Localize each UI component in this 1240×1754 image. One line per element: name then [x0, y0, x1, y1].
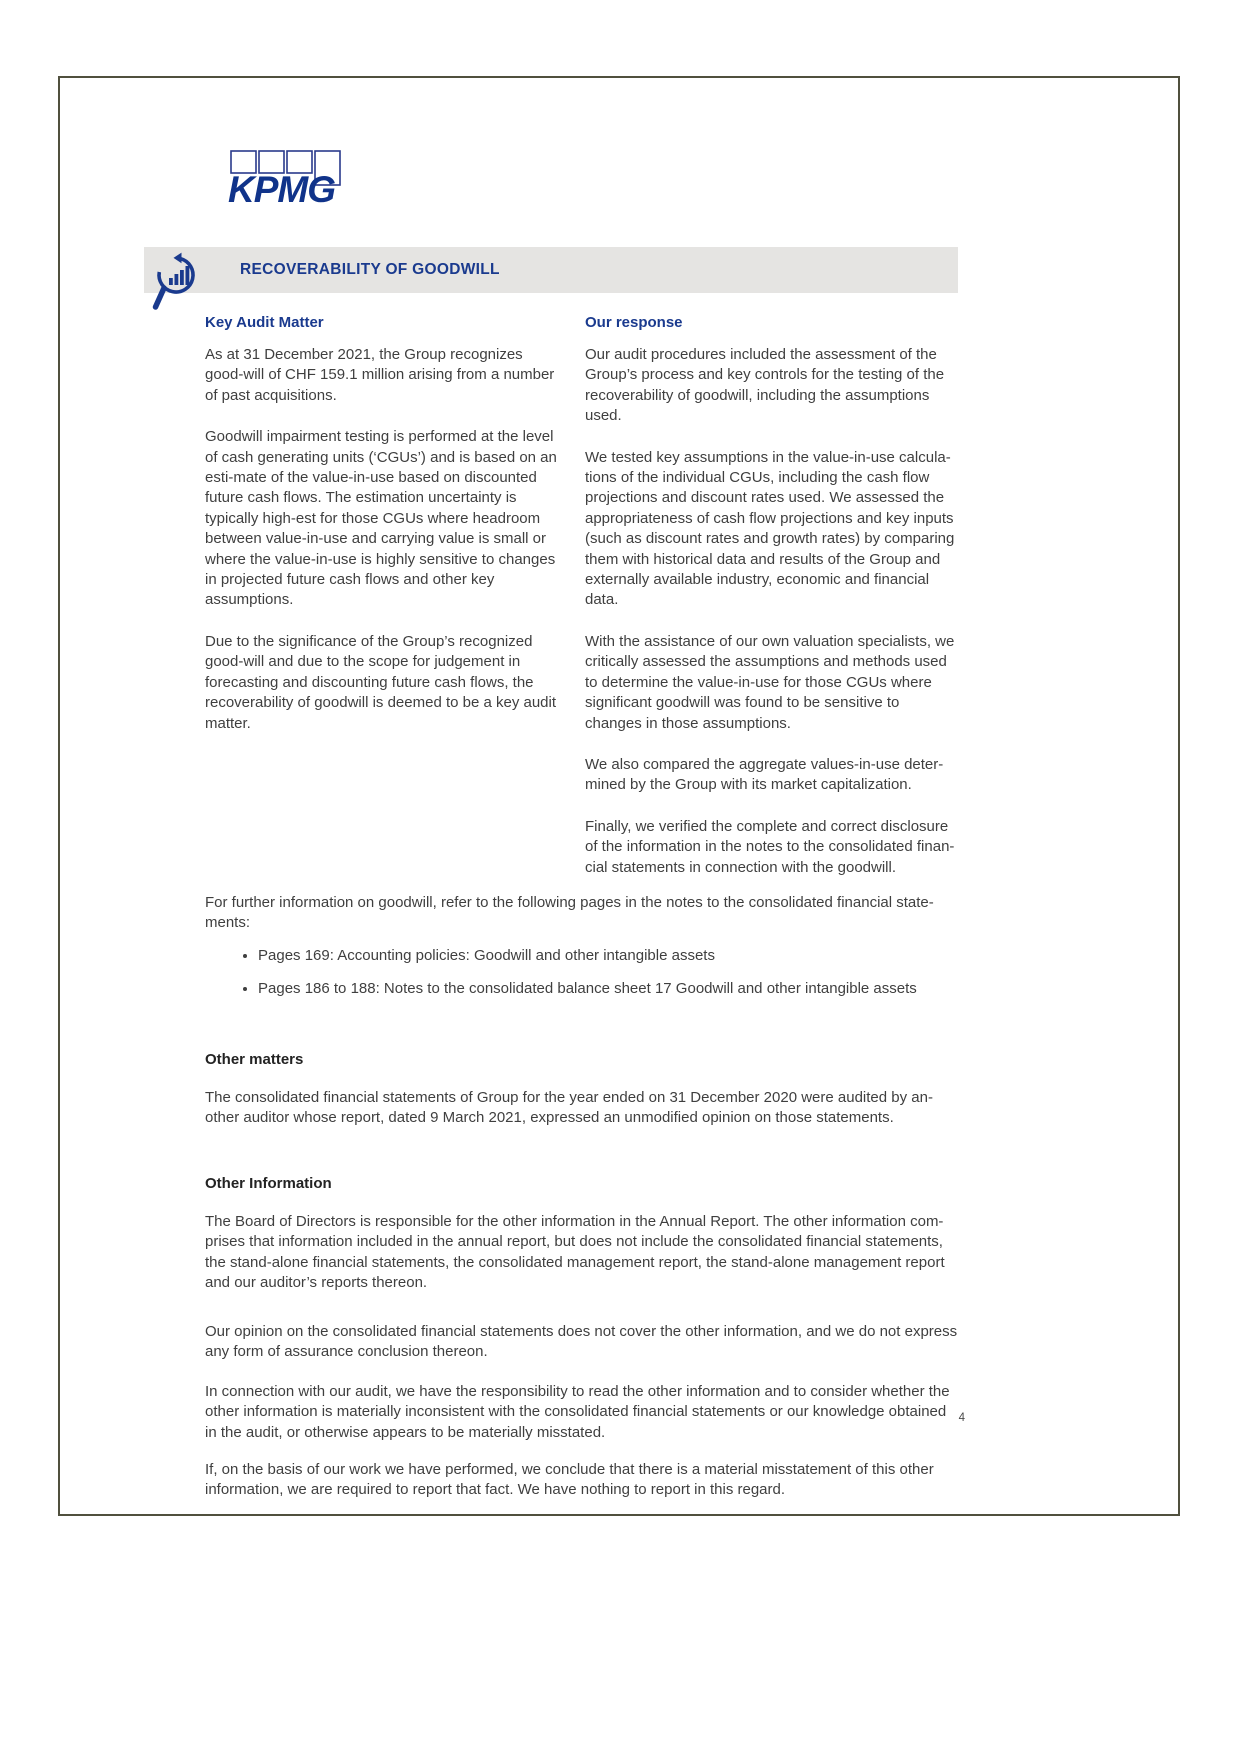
other-matters-heading: Other matters — [205, 1051, 304, 1068]
list-item: • Pages 186 to 188: Notes to the consolidated balance sheet 17 Goodwill and other intangible assets — [258, 979, 978, 999]
our-response-column — [585, 313, 957, 899]
further-info-intro: For further information on goodwill, refer to the following pages in the notes to the consolidated financial state-ments: — [205, 894, 934, 932]
paragraph: We also compared the aggregate values-in-use deter-mined by the Group with its market capitalization. — [585, 755, 944, 794]
other-information-heading: Other Information — [205, 1175, 332, 1192]
our-response-heading: Our response — [585, 314, 683, 331]
other-information-paragraph: The Board of Directors is responsible for the other information in the Annual Report. The other information com-prises that information included in the annual report, but does not include the consolidated financial statements, the stand-alone financial statements, the consolidated management report, the stand-alone management report and our auditor’s reports thereon. — [205, 1213, 945, 1292]
paragraph: Finally, we verified the complete and correct disclosure of the information in the notes to the consolidated finan-cial statements in connection with the goodwill. — [585, 817, 955, 876]
other-matters-paragraph: The consolidated financial statements of Group for the year ended on 31 December 2020 were audited by an-other auditor whose report, dated 9 March 2021, expressed an unmodified opinion on those statements. — [205, 1089, 933, 1127]
paragraph: As at 31 December 2021, the Group recognizes good-will of CHF 159.1 million arising from a number of past acquisitions. — [205, 346, 555, 404]
page-number: 4 — [958, 1412, 965, 1424]
magnifier-bar-chart-icon — [148, 249, 206, 313]
paragraph: Our audit procedures included the assessment of the Group’s process and key controls for the testing of the recoverability of goodwill, including the assumptions used. — [585, 346, 945, 425]
paragraph: Due to the significance of the Group’s recognized good-will and due to the scope for judgement in forecasting and discounting future cash flows, the recoverability of goodwill is deemed to be a key audit matter. — [205, 632, 557, 732]
kpmg-logo-text: KPMG — [228, 169, 335, 210]
paragraph: We tested key assumptions in the value-in-use calcula-tions of the individual CGUs, including the cash flow projections and discount rates used. We assessed the appropriateness of cash flow projections and key inputs (such as discount rates and growth rates) by comparing them with historical data and results of the Group and externally available industry, economic and financial data. — [585, 448, 955, 609]
magnifier-bars — [169, 266, 189, 285]
key-audit-matter-heading: Key Audit Matter — [205, 314, 324, 331]
other-information-paragraph: If, on the basis of our work we have performed, we conclude that there is a material misstatement of this other information, we are required to report that fact. We have nothing to report in this regard. — [205, 1461, 934, 1499]
kpmg-logo — [228, 150, 358, 210]
section-title: RECOVERABILITY OF GOODWILL — [240, 261, 500, 278]
other-information-paragraph: In connection with our audit, we have the responsibility to read the other information and to consider whether the other information is materially inconsistent with the consolidated financial statements or our knowledge obtained in the audit, or otherwise appears to be materially misstated. — [205, 1383, 950, 1441]
paragraph: With the assistance of our own valuation specialists, we critically assessed the assumptions and methods used to determine the value-in-use for those CGUs where significant goodwill was found to be sensitive to changes in those assumptions. — [585, 632, 955, 732]
key-audit-matter-column — [205, 313, 563, 899]
further-info-list — [231, 946, 978, 1013]
paragraph: Goodwill impairment testing is performed at the level of cash generating units (‘CGUs’) and is based on an esti-mate of the value-in-use based on discounted future cash flows. The estimation uncertainty is typically high-est for those CGUs where headroom between value-in-use and carrying value is small or where the value-in-use is highly sensitive to changes in projected future cash flows and other key assumptions. — [205, 428, 557, 609]
key-audit-matter-section — [205, 313, 957, 899]
list-item: • Pages 169: Accounting policies: Goodwill and other intangible assets — [258, 946, 978, 966]
section-header-band — [144, 247, 958, 293]
other-information-paragraph: Our opinion on the consolidated financial statements does not cover the other information, and we do not express any form of assurance conclusion thereon. — [205, 1323, 958, 1361]
